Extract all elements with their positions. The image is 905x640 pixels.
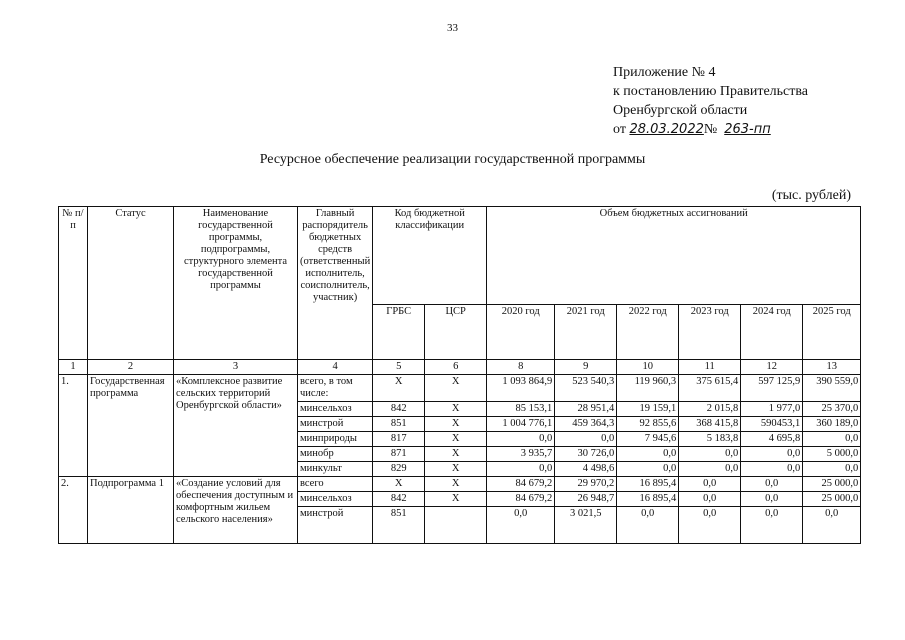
value-cell: 16 895,4: [617, 492, 679, 507]
appendix-line-3: Оренбургской области: [613, 103, 748, 118]
value-cell: 29 970,2: [555, 477, 617, 492]
row-grbs: 851: [373, 417, 425, 432]
number-label: №: [703, 122, 718, 137]
table-row: [59, 375, 861, 402]
value-cell: 597 125,9: [741, 375, 803, 402]
value-cell: 0,0: [803, 432, 861, 447]
row-manager: минобр: [298, 447, 373, 462]
value-cell: 7 945,6: [617, 432, 679, 447]
page-number: 33: [447, 22, 458, 34]
row-grbs: 851: [373, 507, 425, 544]
document-title: Ресурсное обеспечение реализации государственной программы: [259, 152, 646, 167]
row-name: «Создание условий для обеспечения доступным и комфортным жильем сельского населения»: [174, 477, 298, 544]
value-cell: 25 000,0: [803, 492, 861, 507]
row-csr: X: [425, 477, 487, 492]
value-cell: 0,0: [555, 432, 617, 447]
value-cell: 523 540,3: [555, 375, 617, 402]
value-cell: 25 000,0: [803, 477, 861, 492]
column-number: 3: [174, 360, 298, 375]
column-number: 5: [373, 360, 425, 375]
row-grbs: X: [373, 375, 425, 402]
row-csr: X: [425, 375, 487, 402]
value-cell: 3 935,7: [487, 447, 555, 462]
value-cell: 92 855,6: [617, 417, 679, 432]
value-cell: 368 415,8: [679, 417, 741, 432]
value-cell: 0,0: [487, 432, 555, 447]
value-cell: 3 021,5: [555, 507, 617, 544]
row-grbs: 842: [373, 492, 425, 507]
column-number: 1: [59, 360, 88, 375]
row-manager: минсельхоз: [298, 492, 373, 507]
value-cell: 0,0: [617, 462, 679, 477]
value-cell: 0,0: [741, 507, 803, 544]
value-cell: 0,0: [803, 507, 861, 544]
header-status: Статус: [88, 207, 174, 360]
column-numbers-row: [59, 360, 861, 375]
value-cell: 375 615,4: [679, 375, 741, 402]
value-cell: 0,0: [741, 477, 803, 492]
value-cell: 5 000,0: [803, 447, 861, 462]
value-cell: 0,0: [741, 492, 803, 507]
value-cell: 19 159,1: [617, 402, 679, 417]
column-number: 2: [88, 360, 174, 375]
header-year: 2024 год: [741, 305, 803, 360]
row-status: Подпрограмма 1: [88, 477, 174, 544]
value-cell: 84 679,2: [487, 492, 555, 507]
handwritten-date: 28.03.2022: [629, 122, 704, 137]
value-cell: 0,0: [679, 462, 741, 477]
column-number: 10: [617, 360, 679, 375]
value-cell: 390 559,0: [803, 375, 861, 402]
row-csr: [425, 507, 487, 544]
column-number: 12: [741, 360, 803, 375]
row-manager: всего: [298, 477, 373, 492]
value-cell: 0,0: [679, 447, 741, 462]
value-cell: 16 895,4: [617, 477, 679, 492]
header-csr: ЦСР: [425, 305, 487, 360]
row-manager: минприроды: [298, 432, 373, 447]
value-cell: 28 951,4: [555, 402, 617, 417]
value-cell: 1 004 776,1: [487, 417, 555, 432]
row-csr: X: [425, 432, 487, 447]
header-year: 2021 год: [555, 305, 617, 360]
value-cell: 4 498,6: [555, 462, 617, 477]
appendix-block: [613, 63, 808, 139]
row-csr: X: [425, 462, 487, 477]
row-manager: минсельхоз: [298, 402, 373, 417]
value-cell: 0,0: [617, 507, 679, 544]
appendix-line-2: к постановлению Правительства: [613, 84, 809, 99]
header-row-1: [59, 207, 861, 305]
row-grbs: 871: [373, 447, 425, 462]
header-year: 2020 год: [487, 305, 555, 360]
row-csr: X: [425, 447, 487, 462]
table-row: [59, 477, 861, 492]
value-cell: 30 726,0: [555, 447, 617, 462]
column-number: 4: [298, 360, 373, 375]
value-cell: 0,0: [803, 462, 861, 477]
row-grbs: 829: [373, 462, 425, 477]
handwritten-number: 263-пп: [724, 122, 771, 137]
value-cell: 0,0: [741, 447, 803, 462]
header-name: Наименование государственной программы, подпрограммы, структурного элемента государственной программы: [174, 207, 298, 360]
row-grbs: 817: [373, 432, 425, 447]
row-num: 1.: [59, 375, 88, 477]
row-manager: минстрой: [298, 507, 373, 544]
value-cell: 2 015,8: [679, 402, 741, 417]
value-cell: 1 977,0: [741, 402, 803, 417]
row-csr: X: [425, 492, 487, 507]
row-grbs: X: [373, 477, 425, 492]
value-cell: 84 679,2: [487, 477, 555, 492]
column-number: 6: [425, 360, 487, 375]
value-cell: 0,0: [679, 492, 741, 507]
value-cell: 4 695,8: [741, 432, 803, 447]
header-year: 2022 год: [617, 305, 679, 360]
header-year: 2025 год: [803, 305, 861, 360]
column-number: 13: [803, 360, 861, 375]
header-budget-code: Код бюджетной классификации: [373, 207, 487, 305]
units-label: (тыс. рублей): [771, 188, 851, 203]
row-manager: минстрой: [298, 417, 373, 432]
value-cell: 0,0: [617, 447, 679, 462]
column-number: 9: [555, 360, 617, 375]
value-cell: 0,0: [741, 462, 803, 477]
row-manager: минкульт: [298, 462, 373, 477]
header-num: № п/п: [59, 207, 88, 360]
row-num: 2.: [59, 477, 88, 544]
value-cell: 0,0: [487, 507, 555, 544]
row-status: Государственная программа: [88, 375, 174, 477]
value-cell: 0,0: [679, 477, 741, 492]
header-manager: Главный распорядитель бюджетных средств (ответственный исполнитель, соисполнитель, участник): [298, 207, 373, 360]
header-year: 2023 год: [679, 305, 741, 360]
value-cell: 360 189,0: [803, 417, 861, 432]
value-cell: 1 093 864,9: [487, 375, 555, 402]
header-volume: Объем бюджетных ассигнований: [487, 207, 861, 305]
column-number: 8: [487, 360, 555, 375]
resource-table: [58, 206, 861, 544]
row-manager: всего, в том числе:: [298, 375, 373, 402]
date-prefix: от: [613, 122, 626, 137]
value-cell: 85 153,1: [487, 402, 555, 417]
appendix-date-line: [613, 120, 808, 139]
row-csr: X: [425, 417, 487, 432]
row-grbs: 842: [373, 402, 425, 417]
value-cell: 459 364,3: [555, 417, 617, 432]
value-cell: 119 960,3: [617, 375, 679, 402]
row-csr: X: [425, 402, 487, 417]
row-name: «Комплексное развитие сельских территорий Оренбургской области»: [174, 375, 298, 477]
header-grbs: ГРБС: [373, 305, 425, 360]
value-cell: 0,0: [487, 462, 555, 477]
appendix-line-1: Приложение № 4: [613, 65, 716, 80]
value-cell: 0,0: [679, 507, 741, 544]
value-cell: 5 183,8: [679, 432, 741, 447]
value-cell: 25 370,0: [803, 402, 861, 417]
value-cell: 590453,1: [741, 417, 803, 432]
column-number: 11: [679, 360, 741, 375]
value-cell: 26 948,7: [555, 492, 617, 507]
